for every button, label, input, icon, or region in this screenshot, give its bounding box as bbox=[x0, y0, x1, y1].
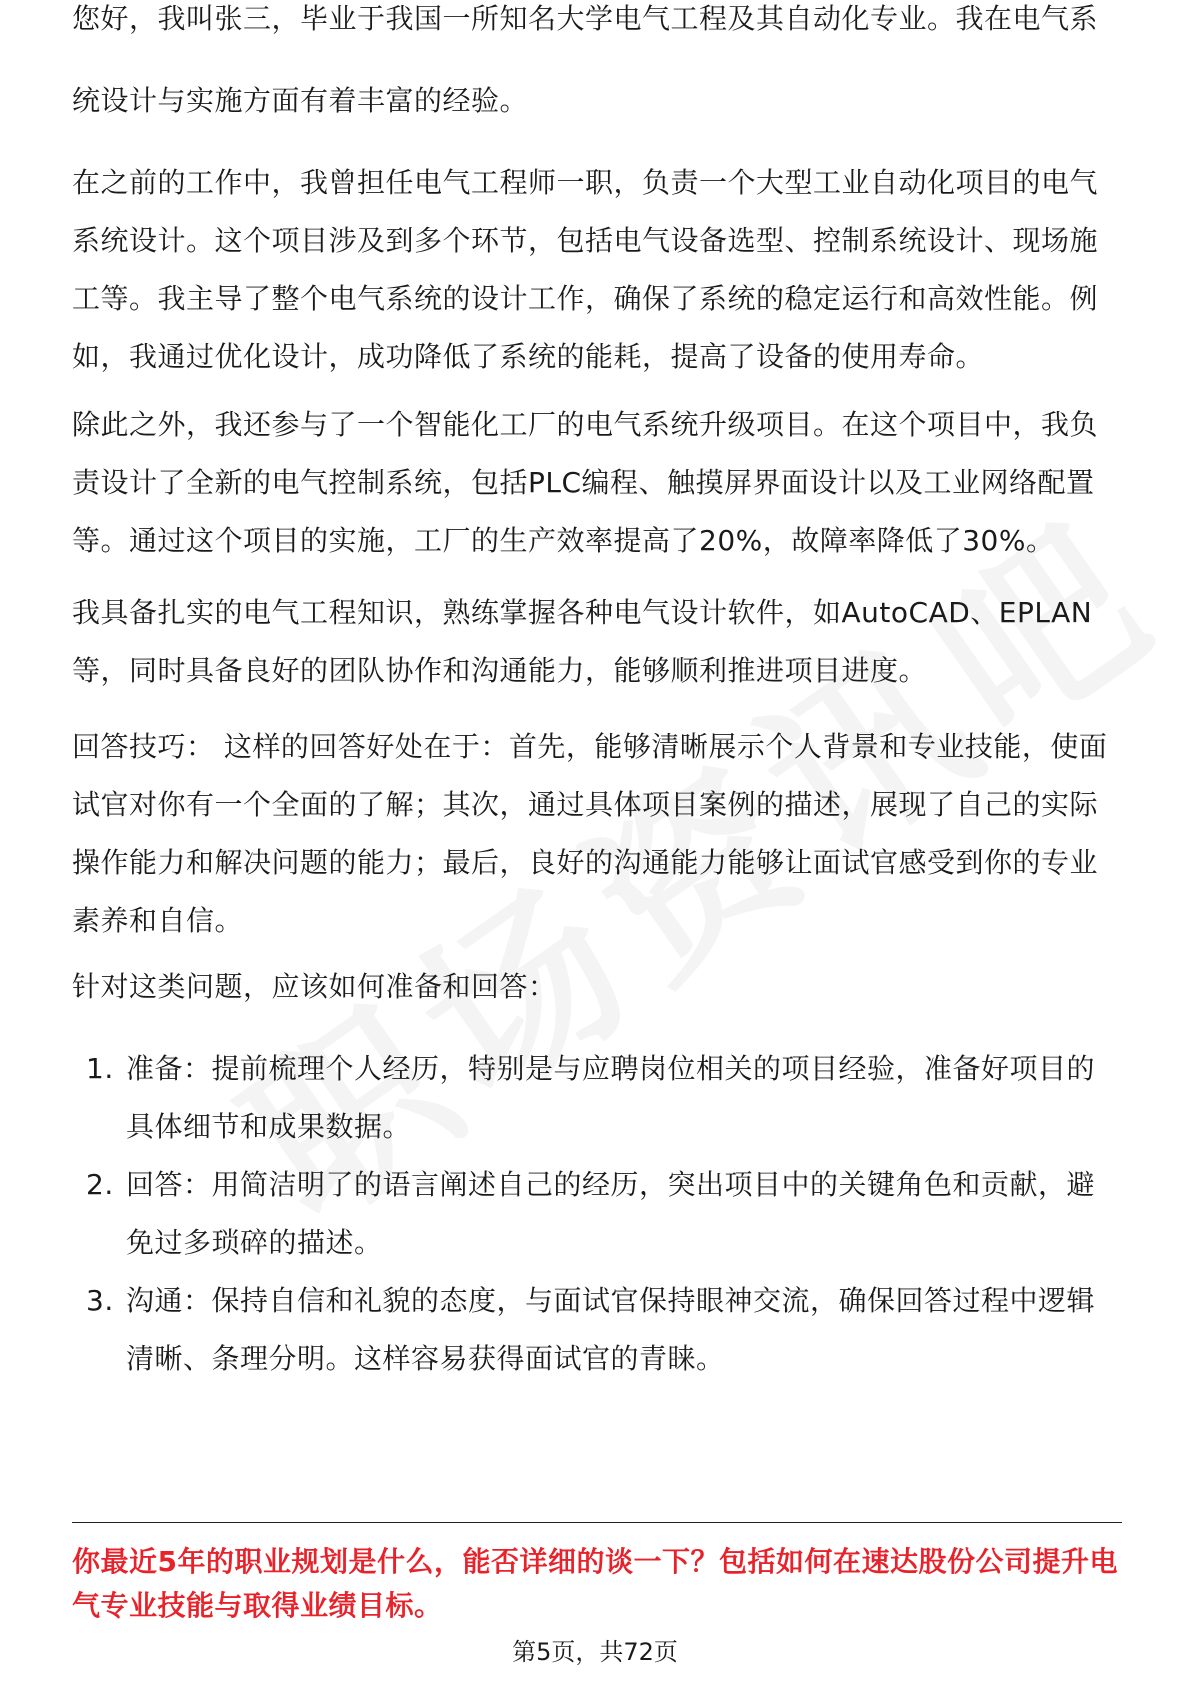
paragraph-upgrade-project: 除此之外，我还参与了一个智能化工厂的电气系统升级项目。在这个项目中，我负责设计了全新的电气控制系统，包括PLC编程、触摸屏界面设计以及工业网络配置等。通过这个项目的实施，工厂的生产效率提高了20%，故障率降低了30%。 bbox=[72, 408, 1099, 557]
truncated-top-line bbox=[72, 2, 1122, 56]
list-number: 2. bbox=[86, 1168, 114, 1201]
list-number: 3. bbox=[86, 1284, 114, 1317]
list-text: 回答：用简洁明了的语言阐述自己的经历，突出项目中的关键角色和贡献，避免过多琐碎的描述。 bbox=[126, 1168, 1096, 1259]
paragraph-how-to-prepare: 针对这类问题，应该如何准备和回答： bbox=[72, 970, 557, 1003]
next-question-heading: 你最近5年的职业规划是什么，能否详细的谈一下？包括如何在速达股份公司提升电气专业技能与取得业绩目标。 bbox=[72, 1545, 1118, 1622]
list-item bbox=[72, 1040, 1122, 1156]
list-item bbox=[72, 1272, 1122, 1388]
truncated-text: 您好，我叫张三，毕业于我国一所知名大学电气工程及其自动化专业。我在电气系 bbox=[72, 2, 1099, 35]
tips-list bbox=[72, 1040, 1122, 1388]
section-divider bbox=[72, 1522, 1122, 1523]
list-text: 沟通：保持自信和礼貌的态度，与面试官保持眼神交流，确保回答过程中逻辑清晰、条理分明。这样容易获得面试官的青睐。 bbox=[126, 1284, 1096, 1375]
paragraph-skills: 我具备扎实的电气工程知识，熟练掌握各种电气设计软件，如AutoCAD、EPLAN等，同时具备良好的团队协作和沟通能力，能够顺利推进项目进度。 bbox=[72, 596, 1093, 687]
list-number: 1. bbox=[86, 1052, 114, 1085]
list-item bbox=[72, 1156, 1122, 1272]
paragraph-experience: 在之前的工作中，我曾担任电气工程师一职，负责一个大型工业自动化项目的电气系统设计。这个项目涉及到多个环节，包括电气设备选型、控制系统设计、现场施工等。我主导了整个电气系统的设计工作，确保了系统的稳定运行和高效性能。例如，我通过优化设计，成功降低了系统的能耗，提高了设备的使用寿命。 bbox=[72, 166, 1099, 373]
page-number: 第5页，共72页 bbox=[512, 1638, 678, 1666]
list-text: 准备：提前梳理个人经历，特别是与应聘岗位相关的项目经验，准备好项目的具体细节和成果数据。 bbox=[126, 1052, 1096, 1143]
paragraph-answer-tips: 回答技巧： 这样的回答好处在于：首先，能够清晰展示个人背景和专业技能，使面试官对你有一个全面的了解；其次，通过具体项目案例的描述，展现了自己的实际操作能力和解决问题的能力；最后，良好的沟通能力能够让面试官感受到你的专业素养和自信。 bbox=[72, 730, 1108, 937]
paragraph-intro-end: 统设计与实施方面有着丰富的经验。 bbox=[72, 84, 529, 117]
